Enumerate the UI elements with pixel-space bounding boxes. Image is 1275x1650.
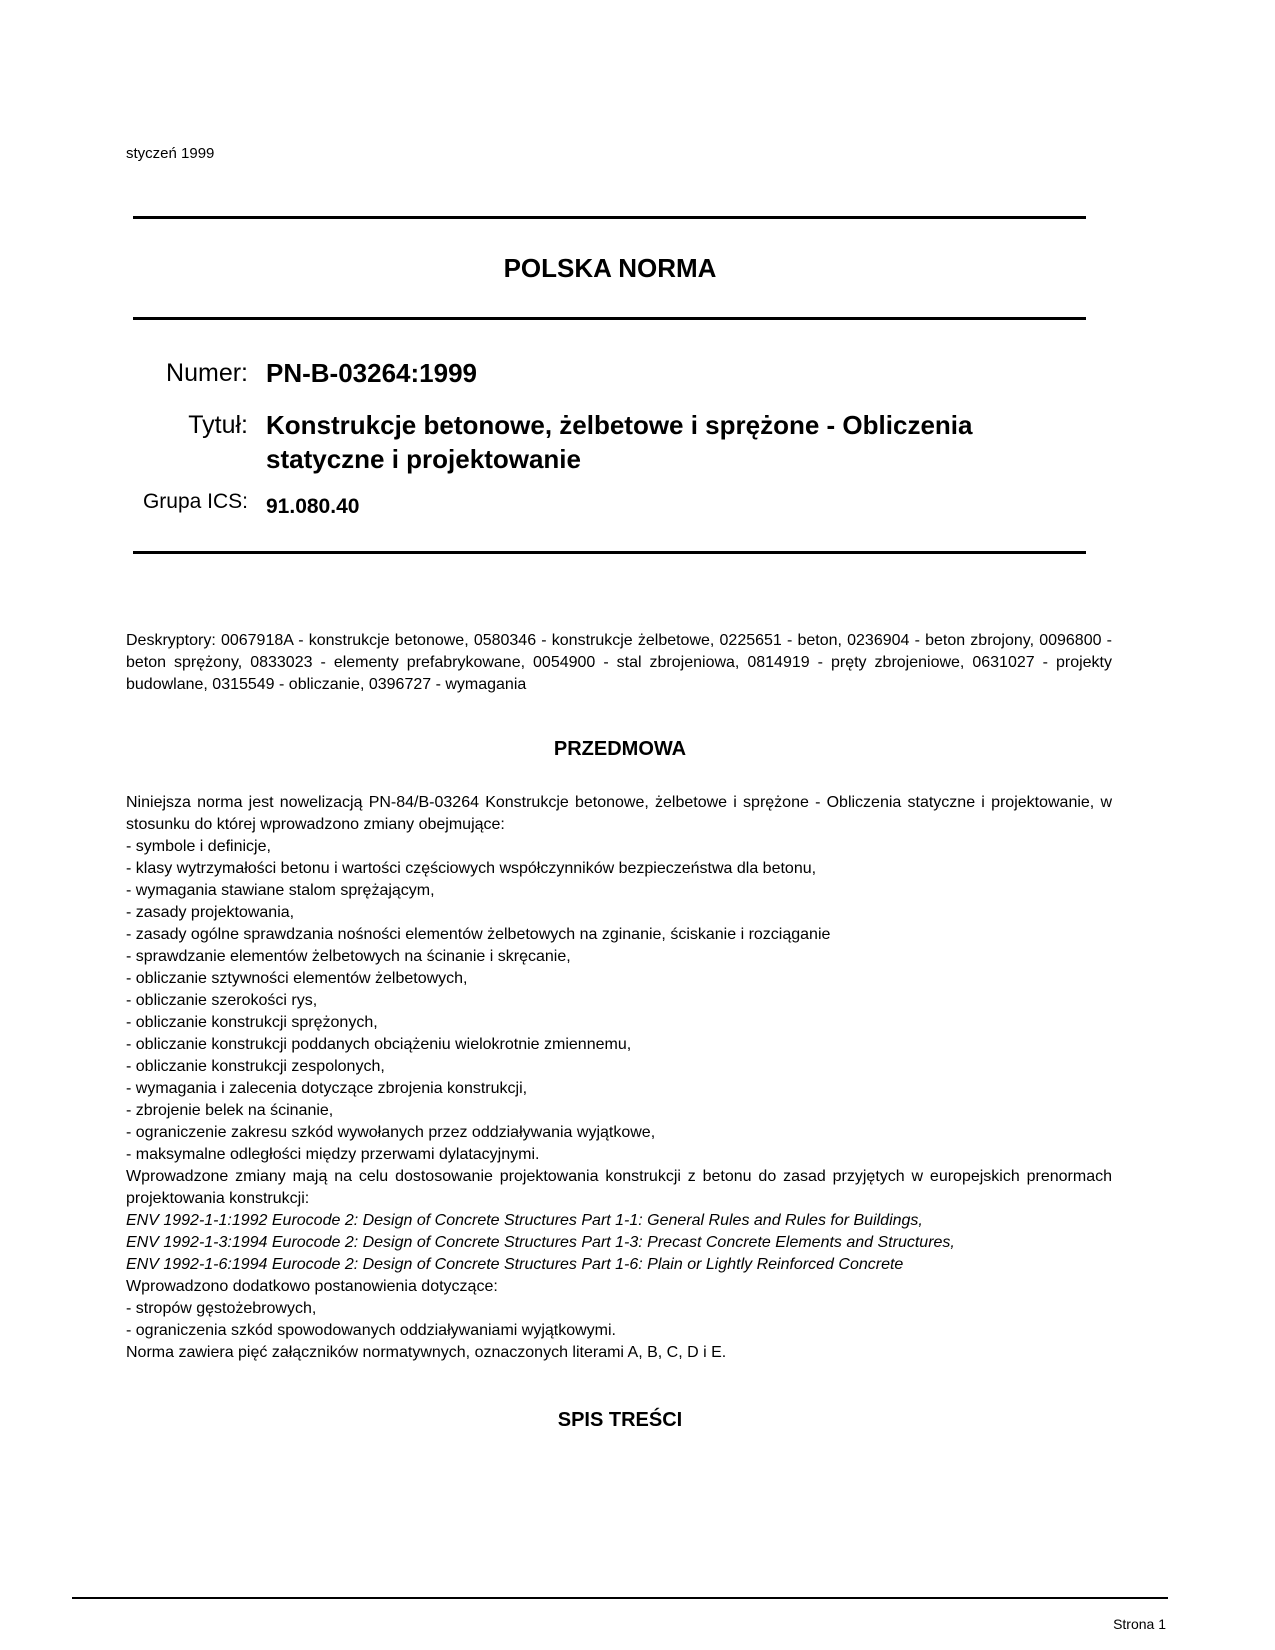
document-title: POLSKA NORMA: [503, 253, 717, 283]
document-date: styczeń 1999: [126, 145, 215, 162]
adaptation-paragraph: Wprowadzone zmiany mają na celu dostosowanie projektowania konstrukcji z betonu do zasad przyjętych w europejskich prenormach projektowania konstrukcji:: [126, 1168, 1112, 1207]
ics-group-label: Grupa ICS:: [142, 490, 248, 513]
list-item: - ograniczenia szkód spowodowanych oddziaływaniami wyjątkowymi.: [126, 1322, 616, 1339]
closing-paragraph: Norma zawiera pięć załączników normatywnych, oznaczonych literami A, B, C, D i E.: [126, 1344, 727, 1361]
footer-divider: [72, 1597, 1168, 1599]
ics-group-value: 91.080.40: [266, 495, 360, 518]
list-item: - obliczanie konstrukcji sprężonych,: [126, 1014, 378, 1031]
list-item: - maksymalne odległości między przerwami dylatacyjnymi.: [126, 1146, 540, 1163]
norm-number-value: PN-B-03264:1999: [266, 358, 478, 388]
norm-number-row: [120, 356, 1080, 390]
list-item: - stropów gęstożebrowych,: [126, 1300, 317, 1317]
norm-title-label: Tytuł:: [188, 411, 248, 439]
list-item: - klasy wytrzymałości betonu i wartości częściowych współczynników bezpieczeństwa dla betonu,: [126, 860, 817, 877]
changes-list: [126, 836, 1112, 1166]
preface-intro: Niniejsza norma jest nowelizacją PN-84/B-03264 Konstrukcje betonowe, żelbetowe i sprężone - Obliczenia statyczne i projektowanie, w stosunku do której wprowadzono zmiany obejmujące:: [126, 794, 1112, 833]
list-item: - obliczanie konstrukcji poddanych obciążeniu wielokrotnie zmiennemu,: [126, 1036, 632, 1053]
descriptors-paragraph: Deskryptory: 0067918A - konstrukcje betonowe, 0580346 - konstrukcje żelbetowe, 0225651 - beton, 0236904 - beton zbrojony, 0096800 - beton sprężony, 0833023 - elementy prefabrykowane, 0054900 - stal zbrojeniowa, 0814919 - pręty zbrojeniowe, 0631027 - projekty budowlane, 0315549 - obliczanie, 0396727 - wymagania: [126, 632, 1112, 693]
ics-group-row: [120, 490, 1080, 524]
norm-title-value: Konstrukcje betonowe, żelbetowe i sprężone - Obliczenia statyczne i projektowanie: [266, 410, 973, 474]
page-number: Strona 1: [1113, 1616, 1166, 1632]
prenorms-list: [126, 1210, 1112, 1276]
list-item: - zasady ogólne sprawdzania nośności elementów żelbetowych na zginanie, ściskanie i rozciąganie: [126, 926, 831, 943]
list-item: - wymagania i zalecenia dotyczące zbrojenia konstrukcji,: [126, 1080, 528, 1097]
toc-heading: SPIS TREŚCI: [557, 1409, 683, 1431]
list-item: - zasady projektowania,: [126, 904, 295, 921]
norm-title-row: [120, 408, 1080, 476]
preface-heading: PRZEDMOWA: [553, 738, 687, 760]
list-item: - obliczanie sztywności elementów żelbetowych,: [126, 970, 468, 987]
list-item: ENV 1992-1-3:1994 Eurocode 2: Design of Concrete Structures Part 1-3: Precast Concrete Elements and Structures,: [126, 1234, 955, 1251]
meta-divider: [133, 551, 1086, 554]
list-item: - obliczanie konstrukcji zespolonych,: [126, 1058, 385, 1075]
list-item: - wymagania stawiane stalom sprężającym,: [126, 882, 435, 899]
additional-intro: Wprowadzono dodatkowo postanowienia dotyczące:: [126, 1278, 498, 1295]
list-item: - zbrojenie belek na ścinanie,: [126, 1102, 334, 1119]
list-item: - obliczanie szerokości rys,: [126, 992, 318, 1009]
list-item: - symbole i definicje,: [126, 838, 271, 855]
preface-body: [126, 792, 1112, 1364]
additional-list: [126, 1298, 1112, 1342]
list-item: ENV 1992-1-1:1992 Eurocode 2: Design of Concrete Structures Part 1-1: General Rules and Rules for Buildings,: [126, 1212, 923, 1229]
norm-number-label: Numer:: [166, 359, 248, 387]
list-item: - sprawdzanie elementów żelbetowych na ścinanie i skręcanie,: [126, 948, 571, 965]
top-divider: [133, 216, 1086, 219]
title-divider: [133, 317, 1086, 320]
list-item: ENV 1992-1-6:1994 Eurocode 2: Design of Concrete Structures Part 1-6: Plain or Lightly Reinforced Concrete: [126, 1256, 904, 1273]
list-item: - ograniczenie zakresu szkód wywołanych przez oddziaływania wyjątkowe,: [126, 1124, 656, 1141]
